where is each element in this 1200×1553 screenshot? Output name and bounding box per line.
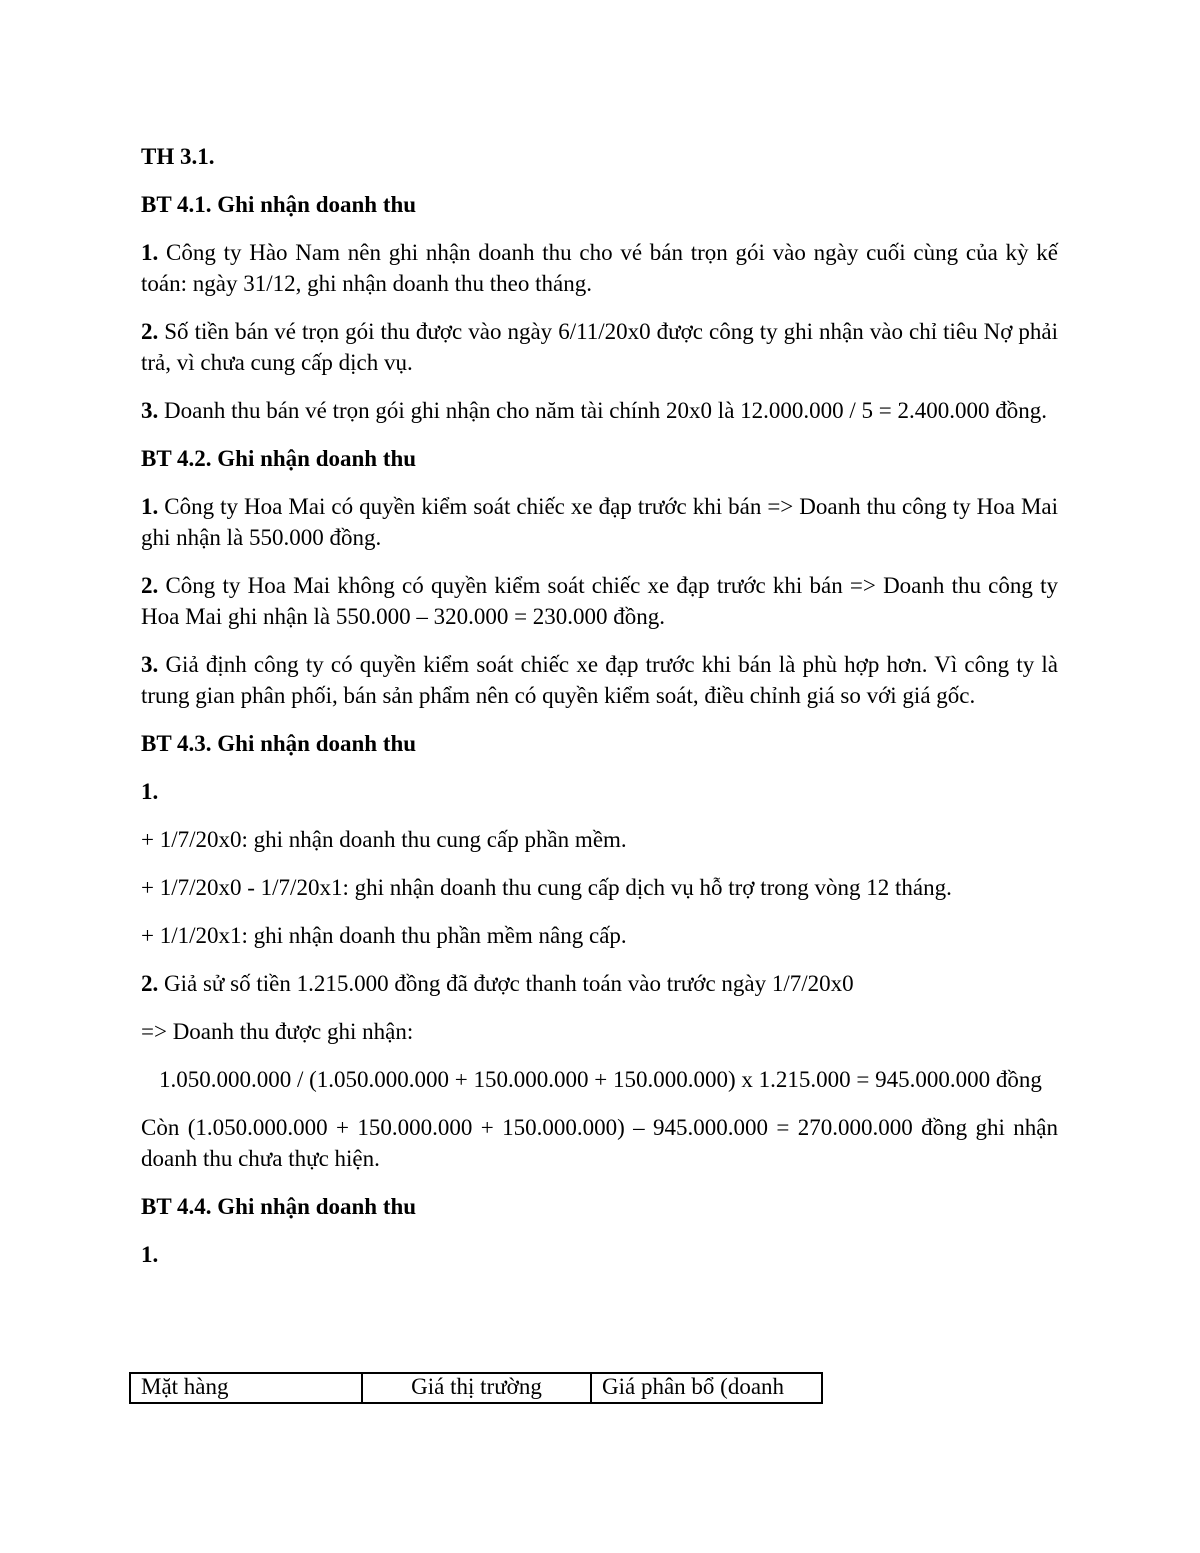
column-header-market-price: Giá thị trường: [362, 1373, 591, 1403]
item-number: 3.: [141, 652, 159, 677]
bt43-line-2: + 1/7/20x0 - 1/7/20x1: ghi nhận doanh thu cung cấp dịch vụ hỗ trợ trong vòng 12 tháng.: [141, 875, 952, 900]
bt43-item-1-number: 1.: [141, 779, 159, 804]
section-heading-bt43: BT 4.3. Ghi nhận doanh thu: [141, 731, 417, 756]
item-number: 2.: [141, 319, 159, 344]
item-text: Doanh thu bán vé trọn gói ghi nhận cho năm tài chính 20x0 là 12.000.000 / 5 = 2.400.000 đồng.: [158, 398, 1048, 423]
bt42-item-2: [141, 570, 1058, 632]
bt43-line-1: + 1/7/20x0: ghi nhận doanh thu cung cấp phần mềm.: [141, 827, 627, 852]
section-heading-bt44: BT 4.4. Ghi nhận doanh thu: [141, 1194, 417, 1219]
column-header-allocated-price: Giá phân bổ (doanh: [591, 1373, 822, 1403]
bt42-item-3: [141, 649, 1058, 711]
bt43-item-2: [141, 968, 1058, 999]
bt44-item-1-number: 1.: [141, 1242, 159, 1267]
bt43-line-3: + 1/1/20x1: ghi nhận doanh thu phần mềm nâng cấp.: [141, 923, 627, 948]
bt42-item-1: [141, 491, 1058, 553]
bt43-result-label: => Doanh thu được ghi nhận:: [141, 1019, 414, 1044]
column-header-item: Mặt hàng: [130, 1373, 362, 1403]
item-text: Số tiền bán vé trọn gói thu được vào ngày 6/11/20x0 được công ty ghi nhận vào chỉ tiêu Nợ phải trả, vì chưa cung cấp dịch vụ.: [141, 319, 1058, 375]
bt41-item-3: [141, 395, 1058, 426]
item-number: 1.: [141, 494, 159, 519]
item-text: Công ty Hoa Mai có quyền kiểm soát chiếc xe đạp trước khi bán => Doanh thu công ty Hoa Mai ghi nhận là 550.000 đồng.: [141, 494, 1058, 550]
item-number: 2.: [141, 971, 159, 996]
section-heading-bt42: BT 4.2. Ghi nhận doanh thu: [141, 446, 417, 471]
item-text: Công ty Hoa Mai không có quyền kiểm soát chiếc xe đạp trước khi bán => Doanh thu công ty Hoa Mai ghi nhận là 550.000 – 320.000 = 230.000 đồng.: [141, 573, 1058, 629]
document-title: TH 3.1.: [141, 144, 215, 169]
item-text: Công ty Hào Nam nên ghi nhận doanh thu cho vé bán trọn gói vào ngày cuối cùng của kỳ kế toán: ngày 31/12, ghi nhận doanh thu theo tháng.: [141, 240, 1058, 296]
bt43-calculation: 1.050.000.000 / (1.050.000.000 + 150.000.000 + 150.000.000) x 1.215.000 = 945.000.000 đồng: [159, 1067, 1042, 1092]
item-number: 1.: [141, 240, 159, 265]
section-heading-bt41: BT 4.1. Ghi nhận doanh thu: [141, 192, 417, 217]
item-number: 2.: [141, 573, 159, 598]
bt41-item-2: [141, 316, 1058, 378]
allocation-table: [129, 1372, 823, 1404]
bt41-item-1: [141, 237, 1058, 299]
item-text: Giả định công ty có quyền kiểm soát chiếc xe đạp trước khi bán là phù hợp hơn. Vì công ty là trung gian phân phối, bán sản phẩm nên có quyền kiểm soát, điều chỉnh giá so với giá gốc.: [141, 652, 1058, 708]
bt43-remainder: Còn (1.050.000.000 + 150.000.000 + 150.000.000) – 945.000.000 = 270.000.000 đồng ghi nhận doanh thu chưa thực hiện.: [141, 1115, 1058, 1171]
document-body: [141, 141, 1058, 1287]
item-number: 3.: [141, 398, 159, 423]
table-header-row: [130, 1373, 822, 1403]
item-text: Giả sử số tiền 1.215.000 đồng đã được thanh toán vào trước ngày 1/7/20x0: [158, 971, 854, 996]
